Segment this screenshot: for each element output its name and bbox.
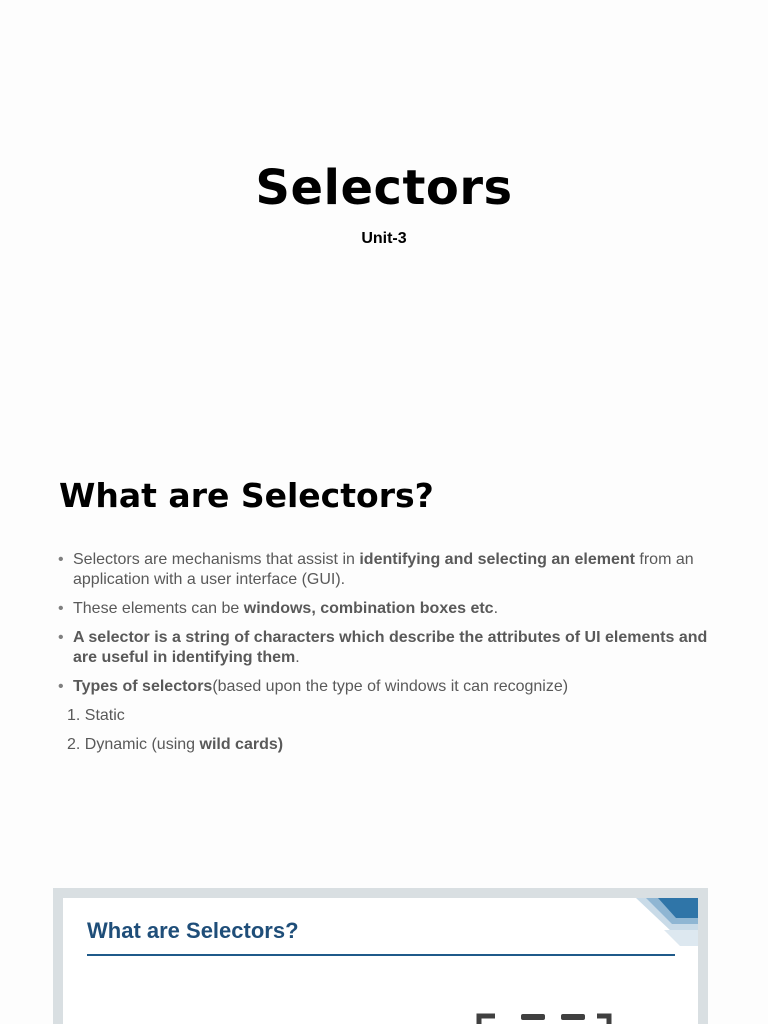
bullet-list bbox=[58, 550, 718, 764]
bullet-item bbox=[58, 599, 718, 619]
bullet-text: from an application with a user interface (GUI). bbox=[73, 551, 694, 588]
slide-heading: What are Selectors? bbox=[59, 476, 434, 515]
numbered-item bbox=[58, 735, 718, 755]
numbered-bold-text: wild cards) bbox=[199, 736, 284, 753]
bullet-bold-text: Types of selectors bbox=[73, 678, 213, 695]
numbered-text: 1. Static bbox=[67, 707, 125, 724]
bullet-item bbox=[58, 550, 718, 590]
bullet-item bbox=[58, 628, 718, 668]
numbered-item bbox=[58, 706, 718, 726]
title-underline bbox=[87, 954, 675, 956]
embedded-slide-canvas bbox=[63, 898, 698, 1024]
title-slide bbox=[0, 0, 768, 420]
slide-title: Selectors bbox=[255, 160, 513, 216]
bullet-bold-text: windows, combination boxes etc bbox=[243, 600, 494, 617]
diagram-fragment-icon bbox=[473, 1010, 613, 1024]
bullet-bold-text: A selector is a string of characters which describe the attributes of UI elements and are useful in identifying them bbox=[73, 629, 708, 666]
bullet-item bbox=[58, 677, 718, 697]
bullet-text: (based upon the type of windows it can recognize) bbox=[212, 678, 569, 695]
bullet-text: Selectors are mechanisms that assist in bbox=[73, 551, 360, 568]
content-slide bbox=[0, 440, 768, 860]
corner-decoration-icon bbox=[636, 898, 698, 950]
bullet-text: . bbox=[295, 649, 300, 666]
embedded-slide-image bbox=[53, 888, 708, 1024]
slide-subtitle: Unit-3 bbox=[361, 230, 407, 247]
bullet-text: . bbox=[493, 600, 499, 617]
numbered-text: 2. Dynamic (using bbox=[67, 736, 200, 753]
embedded-slide-title: What are Selectors? bbox=[87, 918, 299, 943]
bullet-bold-text: identifying and selecting an element bbox=[359, 551, 635, 568]
bullet-text: These elements can be bbox=[73, 600, 244, 617]
